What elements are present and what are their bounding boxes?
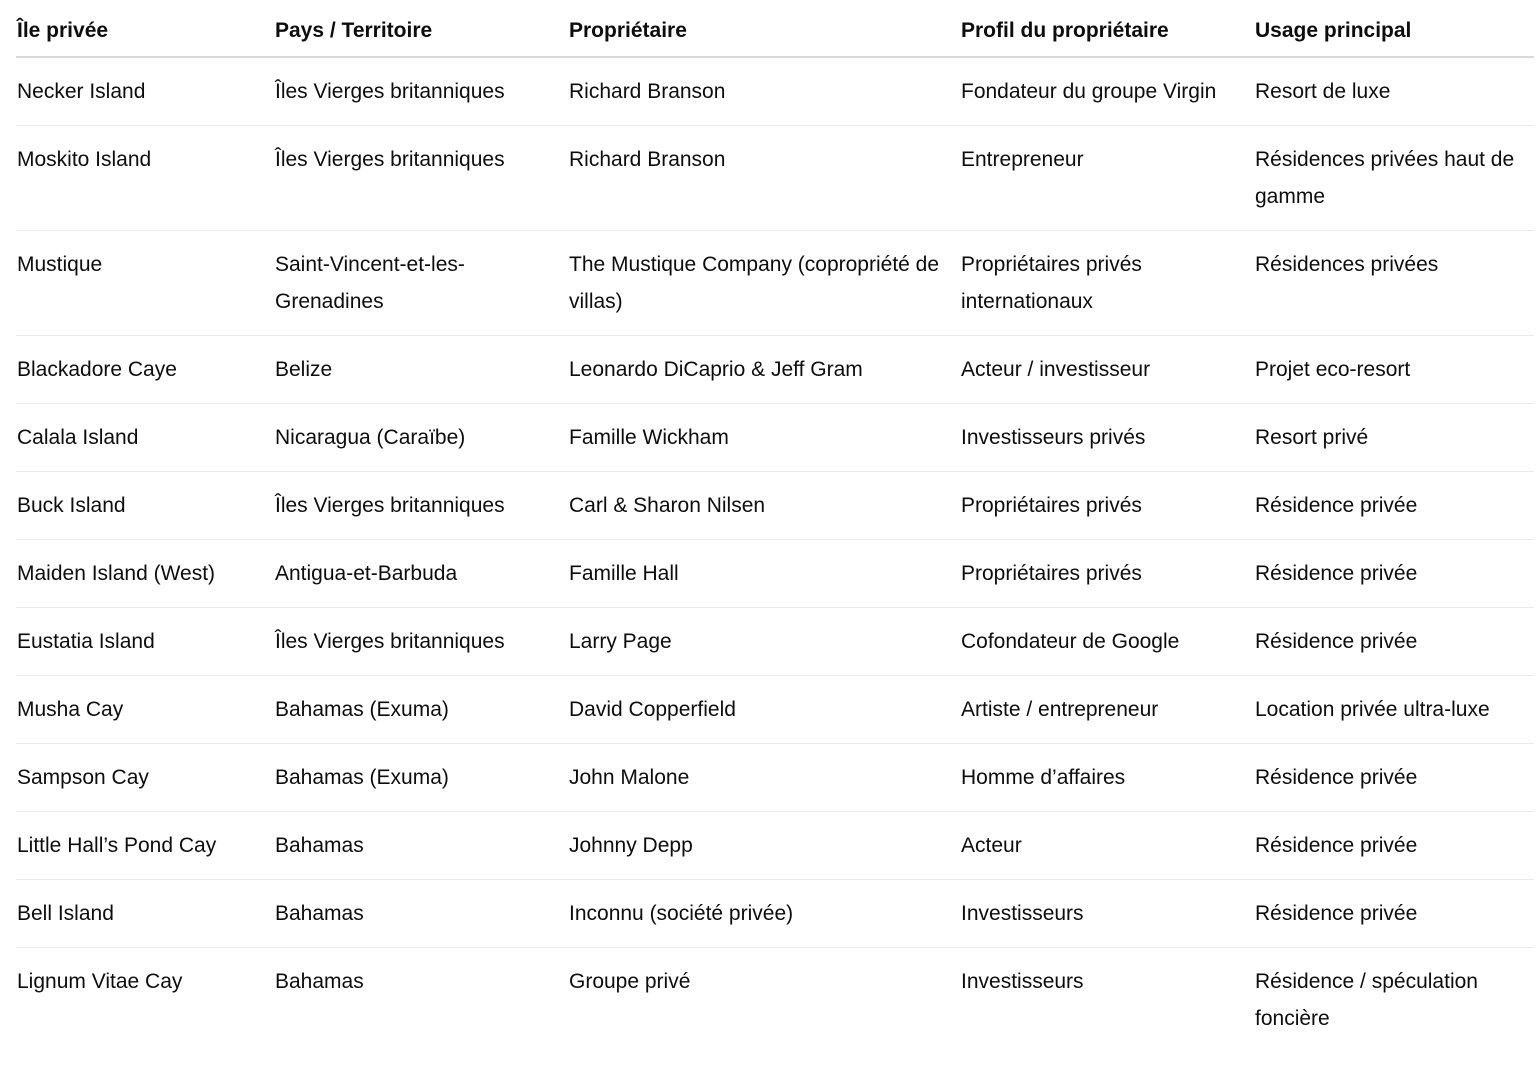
table-body bbox=[16, 57, 1534, 1052]
table-row bbox=[16, 880, 1534, 948]
cell-main-use: Resort de luxe bbox=[1254, 57, 1534, 126]
table-row bbox=[16, 472, 1534, 540]
column-header-owner-profile: Profil du propriétaire bbox=[960, 0, 1254, 57]
cell-main-use: Résidences privées bbox=[1254, 231, 1534, 336]
cell-owner: Groupe privé bbox=[569, 970, 691, 993]
cell-country: Bahamas bbox=[274, 880, 568, 948]
table-row bbox=[16, 57, 1534, 126]
table-row bbox=[16, 608, 1534, 676]
table-row bbox=[16, 744, 1534, 812]
cell-owner-profile: Fondateur du groupe Virgin bbox=[960, 57, 1254, 126]
cell-country: Antigua-et-Barbuda bbox=[274, 540, 568, 608]
cell-owner: Johnny Depp bbox=[568, 812, 960, 880]
cell-country: Saint-Vincent-et-les-Grenadines bbox=[274, 231, 568, 336]
cell-island: Mustique bbox=[16, 231, 274, 336]
cell-owner: Famille Hall bbox=[568, 540, 960, 608]
cell-main-use: Résidences privées haut de gamme bbox=[1254, 126, 1534, 231]
table-row bbox=[16, 676, 1534, 744]
cell-main-use: Résidence privée bbox=[1254, 744, 1534, 812]
cell-island: Blackadore Caye bbox=[16, 336, 274, 404]
cell-owner: John Malone bbox=[568, 744, 960, 812]
cell-island: Maiden Island (West) bbox=[16, 540, 274, 608]
cell-owner-profile: Propriétaires privés bbox=[960, 472, 1254, 540]
private-islands-table bbox=[16, 0, 1534, 1052]
cell-country: Bahamas (Exuma) bbox=[274, 676, 568, 744]
cell-country: Bahamas bbox=[275, 970, 364, 993]
cell-country: Îles Vierges britanniques bbox=[274, 608, 568, 676]
cell-owner-profile: Artiste / entrepreneur bbox=[960, 676, 1254, 744]
column-header-main-use: Usage principal bbox=[1254, 0, 1534, 57]
table-row bbox=[16, 540, 1534, 608]
cell-island: Lignum Vitae Cay bbox=[17, 970, 183, 993]
cell-main-use: Resort privé bbox=[1254, 404, 1534, 472]
column-header-owner: Propriétaire bbox=[568, 0, 960, 57]
cell-owner-profile: Investisseurs privés bbox=[960, 404, 1254, 472]
cell-country: Îles Vierges britanniques bbox=[274, 126, 568, 231]
table-row bbox=[16, 336, 1534, 404]
cell-island: Sampson Cay bbox=[16, 744, 274, 812]
cell-country: Bahamas (Exuma) bbox=[274, 744, 568, 812]
cell-island: Calala Island bbox=[16, 404, 274, 472]
cell-island: Buck Island bbox=[16, 472, 274, 540]
table-row bbox=[16, 812, 1534, 880]
cell-main-use: Résidence privée bbox=[1254, 472, 1534, 540]
table-row bbox=[16, 231, 1534, 336]
cell-main-use: Résidence privée bbox=[1254, 880, 1534, 948]
cell-country: Bahamas bbox=[274, 812, 568, 880]
column-header-island: Île privée bbox=[16, 0, 274, 57]
cell-island: Moskito Island bbox=[16, 126, 274, 231]
cell-owner: Leonardo DiCaprio & Jeff Gram bbox=[568, 336, 960, 404]
cell-owner-profile: Homme d’affaires bbox=[960, 744, 1254, 812]
cell-owner: Inconnu (société privée) bbox=[568, 880, 960, 948]
cell-owner: Larry Page bbox=[568, 608, 960, 676]
cell-owner-profile: Investisseurs bbox=[961, 970, 1084, 993]
table-row bbox=[16, 948, 1534, 1053]
cell-country: Belize bbox=[274, 336, 568, 404]
cell-owner: David Copperfield bbox=[568, 676, 960, 744]
cell-main-use: Résidence privée bbox=[1254, 812, 1534, 880]
cell-owner-profile: Investisseurs bbox=[960, 880, 1254, 948]
table-row bbox=[16, 404, 1534, 472]
cell-main-use: Résidence privée bbox=[1254, 608, 1534, 676]
cell-main-use: Projet eco-resort bbox=[1254, 336, 1534, 404]
cell-owner-profile: Entrepreneur bbox=[960, 126, 1254, 231]
cell-owner: The Mustique Company (copropriété de villas) bbox=[568, 231, 960, 336]
cell-island: Eustatia Island bbox=[16, 608, 274, 676]
table-header bbox=[16, 0, 1534, 57]
cell-owner-profile: Cofondateur de Google bbox=[960, 608, 1254, 676]
cell-island: Necker Island bbox=[16, 57, 274, 126]
cell-country: Îles Vierges britanniques bbox=[274, 57, 568, 126]
header-row bbox=[16, 0, 1534, 57]
cell-owner: Carl & Sharon Nilsen bbox=[568, 472, 960, 540]
cell-owner: Richard Branson bbox=[568, 57, 960, 126]
cell-main-use: Résidence privée bbox=[1254, 540, 1534, 608]
cell-island: Musha Cay bbox=[16, 676, 274, 744]
cell-owner-profile: Propriétaires privés internationaux bbox=[960, 231, 1254, 336]
private-islands-table-container bbox=[16, 0, 1534, 1052]
table-row bbox=[16, 126, 1534, 231]
column-header-country: Pays / Territoire bbox=[274, 0, 568, 57]
cell-country: Nicaragua (Caraïbe) bbox=[274, 404, 568, 472]
cell-island: Bell Island bbox=[16, 880, 274, 948]
cell-main-use: Location privée ultra-luxe bbox=[1254, 676, 1534, 744]
cell-owner-profile: Propriétaires privés bbox=[960, 540, 1254, 608]
cell-owner: Famille Wickham bbox=[568, 404, 960, 472]
cell-owner-profile: Acteur / investisseur bbox=[960, 336, 1254, 404]
cell-owner-profile: Acteur bbox=[960, 812, 1254, 880]
cell-island: Little Hall’s Pond Cay bbox=[16, 812, 274, 880]
cell-main-use: Résidence / spéculation foncière bbox=[1255, 970, 1478, 1030]
cell-owner: Richard Branson bbox=[568, 126, 960, 231]
cell-country: Îles Vierges britanniques bbox=[274, 472, 568, 540]
